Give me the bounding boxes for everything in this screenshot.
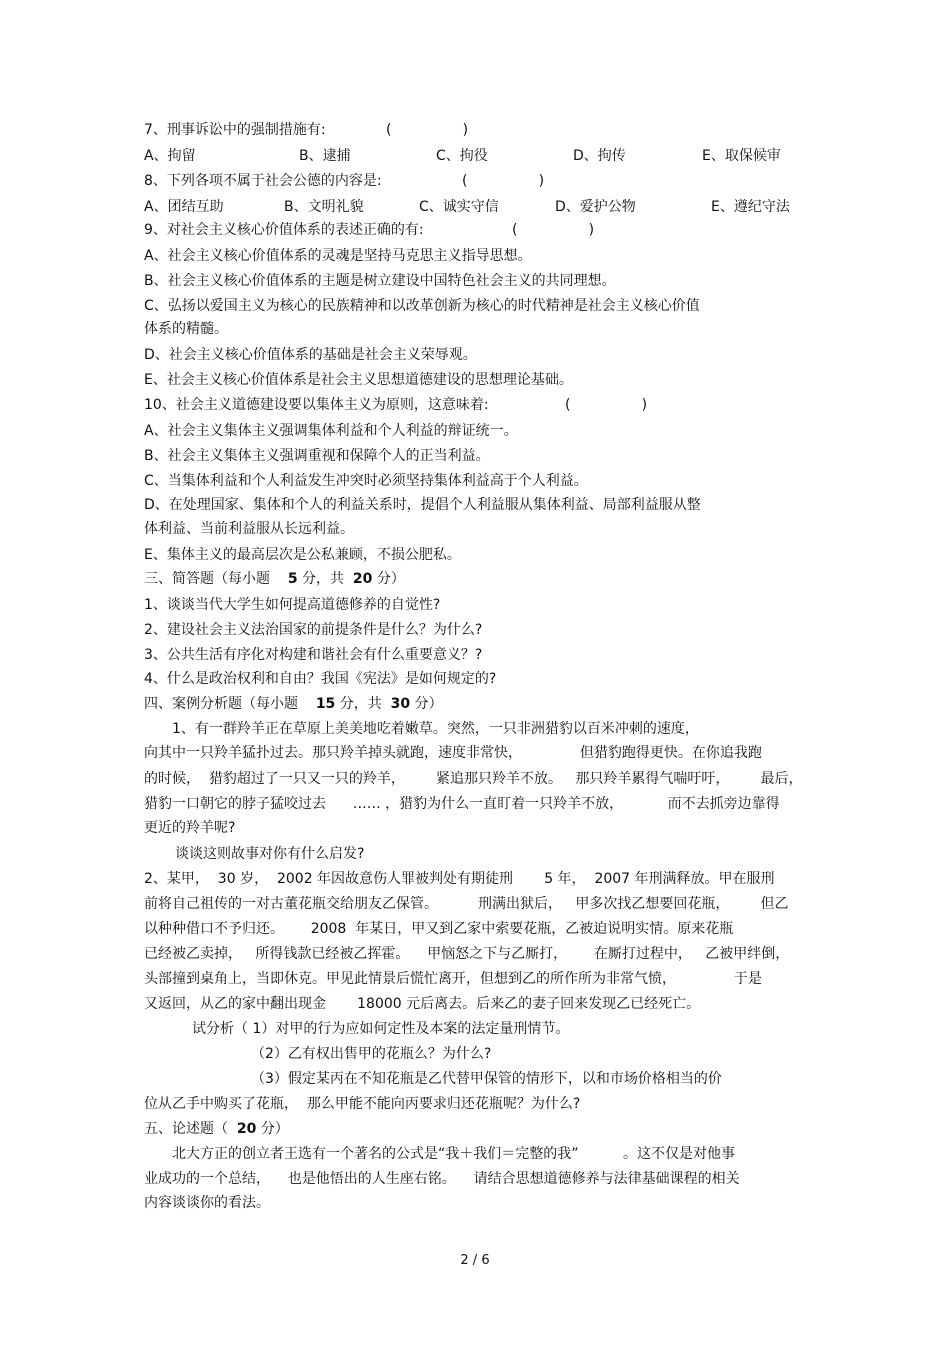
q8-option-c: C、诚实守信: [419, 199, 499, 215]
q10-stem: 10、社会主义道德建设要以集体主义为原则，这意味着:: [144, 397, 489, 413]
q10-answer-paren: ( ): [565, 397, 648, 413]
section3-item-1: 1、谈谈当代大学生如何提高道德修养的自觉性?: [144, 597, 441, 613]
q7-option-a: A、拘留: [144, 148, 196, 164]
q9-option-a: A、社会主义核心价值体系的灵魂是坚持马克思主义指导思想。: [144, 248, 532, 264]
q9-option-c-line2: 体系的精髓。: [144, 321, 228, 337]
case1-line-4: 猎豹一口朝它的脖子猛咬过去 …… ，猎豹为什么一直盯着一只羚羊不放， 而不去抓旁边靠得: [144, 796, 780, 812]
q8-option-e: E、遵纪守法: [711, 199, 790, 215]
essay-line-3: 内容谈谈你的看法。: [144, 1195, 270, 1211]
case1-line-5: 更近的羚羊呢?: [144, 820, 236, 836]
case1-question: 谈谈这则故事对你有什么启发?: [175, 846, 365, 862]
q10-option-d-line1: D、在处理国家、集体和个人的利益关系时，提倡个人利益服从集体利益、局部利益服从整: [144, 497, 701, 513]
q7-stem: 7、刑事诉讼中的强制措施有:: [144, 122, 326, 138]
case2-line-4: 已经被乙卖掉， 所得钱款已经被乙挥霍。 甲恼怒之下与乙厮打， 在厮打过程中， 乙被甲绊倒，: [144, 946, 790, 962]
q10-option-d-line2: 体利益、当前利益服从长远利益。: [144, 521, 354, 537]
q9-option-d: D、社会主义核心价值体系的基础是社会主义荣辱观。: [144, 347, 477, 363]
q8-stem: 8、下列各项不属于社会公德的内容是:: [144, 173, 382, 189]
case1-line-3: 的时候， 猎豹超过了一只又一只的羚羊， 紧追那只羚羊不放。 那只羚羊累得气喘吁吁， 最后，: [144, 771, 803, 787]
case2-line-1: 2、某甲， 30 岁， 2002 年因故意伤人罪被判处有期徒刑 5 年， 2007 年刑满释放。甲在服刑: [144, 871, 775, 887]
q10-option-a: A、社会主义集体主义强调集体利益和个人利益的辩证统一。: [144, 423, 518, 439]
q7-answer-paren: ( ): [386, 122, 469, 138]
essay-line-2: 业成功的一个总结， 也是他悟出的人生座右铭。 请结合思想道德修养与法律基础课程的相关: [144, 1171, 740, 1187]
analysis-item-3-line1: （3）假定某丙在不知花瓶是乙代替甲保管的情形下，以和市场价格相当的价: [251, 1071, 722, 1087]
case1-line-1: 1、有一群羚羊正在草原上美美地吃着嫩草。突然，一只非洲猎豹以百米冲刺的速度，: [172, 721, 699, 737]
section3-item-3: 3、公共生活有序化对构建和谐社会有什么重要意义？?: [144, 647, 483, 663]
essay-line-1: 北大方正的创立者王选有一个著名的公式是“我＋我们＝完整的我” 。这不仅是对他事: [172, 1146, 736, 1162]
case2-line-3: 以种种借口不予归还。 2008 年某日，甲又到乙家中索要花瓶，乙被迫说明实情。原来花瓶: [144, 921, 734, 937]
section3-item-2: 2、建设社会主义法治国家的前提条件是什么？为什么?: [144, 622, 483, 638]
q10-option-c: C、当集体利益和个人利益发生冲突时必须坚持集体利益高于个人利益。: [144, 473, 588, 489]
q8-option-a: A、团结互助: [144, 199, 224, 215]
q7-option-c: C、拘役: [436, 148, 488, 164]
q9-option-c-line1: C、弘扬以爱国主义为核心的民族精神和以改革创新为核心的时代精神是社会主义核心价值: [144, 298, 700, 314]
q10-option-b: B、社会主义集体主义强调重视和保障个人的正当利益。: [144, 448, 490, 464]
q9-option-e: E、社会主义核心价值体系是社会主义思想道德建设的思想理论基础。: [144, 372, 573, 388]
case2-line-5: 头部撞到桌角上，当即休克。甲见此情景后慌忙离开，但想到乙的所作所为非常气愤， 于是: [144, 971, 762, 987]
q8-option-b: B、文明礼貌: [284, 199, 364, 215]
analysis-item-3-line2: 位从乙手中购买了花瓶， 那么甲能不能向丙要求归还花瓶呢？为什么?: [144, 1096, 581, 1112]
section3-heading: 三、简答题（每小题 5 分，共 20 分）: [144, 571, 405, 587]
case2-line-6: 又返回，从乙的家中翻出现金 18000 元后离去。后来乙的妻子回来发现乙已经死亡。: [144, 996, 701, 1012]
q7-option-d: D、拘传: [573, 148, 626, 164]
q8-answer-paren: ( ): [462, 173, 545, 189]
analysis-item-2: （2）乙有权出售甲的花瓶么？为什么?: [251, 1046, 492, 1062]
q8-option-d: D、爱护公物: [555, 199, 636, 215]
q7-option-e: E、取保候审: [702, 148, 781, 164]
q10-option-e: E、集体主义的最高层次是公私兼顾，不损公肥私。: [144, 547, 461, 563]
page-number: 2 / 6: [460, 1253, 490, 1268]
section4-heading: 四、案例分析题（每小题 15 分，共 30 分）: [144, 696, 443, 712]
case2-line-2: 前将自己祖传的一对古董花瓶交给朋友乙保管。 刑满出狱后， 甲多次找乙想要回花瓶， 但乙: [144, 896, 789, 912]
q9-answer-paren: ( ): [512, 222, 595, 238]
q9-option-b: B、社会主义核心价值体系的主题是树立建设中国特色社会主义的共同理想。: [144, 273, 616, 289]
q7-option-b: B、逮捕: [299, 148, 351, 164]
q9-stem: 9、对社会主义核心价值体系的表述正确的有:: [144, 222, 424, 238]
analysis-item-1: 试分析（ 1）对甲的行为应如何定性及本案的法定量刑情节。: [192, 1021, 570, 1037]
section5-heading: 五、论述题（ 20 分）: [144, 1121, 289, 1137]
case1-line-2: 向其中一只羚羊猛扑过去。那只羚羊掉头就跑，速度非常快， 但猎豹跑得更快。在你追我跑: [144, 745, 762, 761]
section3-item-4: 4、什么是政治权利和自由？我国《宪法》是如何规定的?: [144, 671, 497, 687]
